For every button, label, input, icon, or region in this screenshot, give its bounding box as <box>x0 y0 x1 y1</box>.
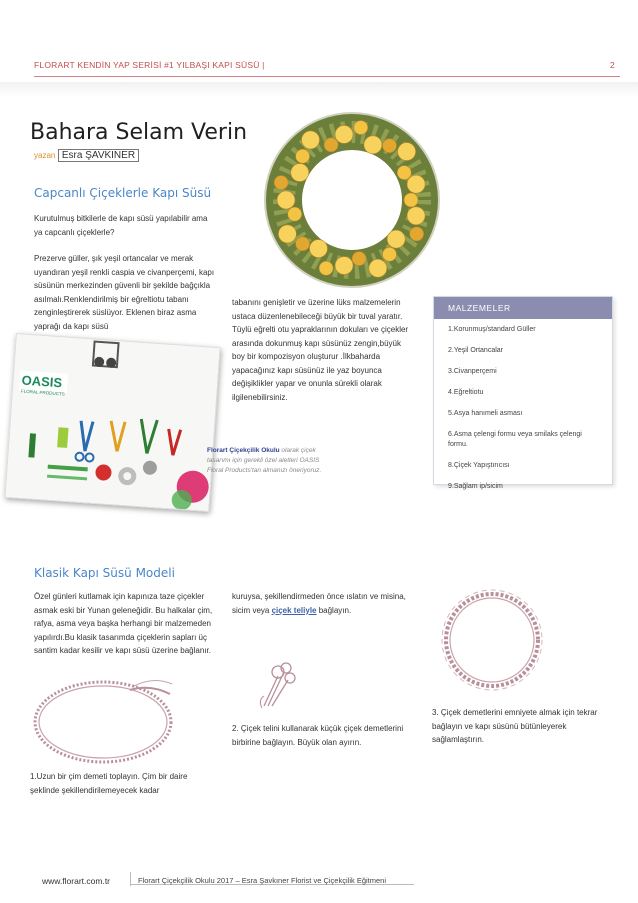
oasis-logo-sub: FLORAL PRODUCTS <box>20 388 65 397</box>
header-shadow <box>0 82 638 98</box>
footer-text: Florart Çiçekçilik Okulu 2017 – Esra Şavkıner Florist ve Çiçekçilik Eğitmeni <box>138 876 386 885</box>
step2-text: 2. Çiçek telini kullanarak küçük çiçek demetlerini birbirine bağlayın. Büyük olan ayırın. <box>232 724 404 747</box>
mid-text-after: bağlayın. <box>316 605 352 615</box>
materials-heading: MALZEMELER <box>434 297 612 319</box>
header-divider <box>34 76 620 77</box>
author-prefix: yazan <box>34 151 56 160</box>
materials-item: 2.Yeşil Ortancalar <box>448 347 503 354</box>
materials-item: 1.Korunmuş/standard Güller <box>448 326 536 333</box>
page-number: 2 <box>610 60 615 70</box>
wreath-flower <box>324 138 338 152</box>
wreath-flower <box>369 259 387 277</box>
section1-col2 <box>232 296 410 404</box>
finished-wreath-illustration <box>436 584 548 696</box>
wreath-flower <box>404 193 418 207</box>
section1-heading: Capcanlı Çiçeklerle Kapı Süsü <box>34 186 212 200</box>
wreath-flower <box>398 143 416 161</box>
flower-bunch-illustration <box>250 656 300 712</box>
wreath-flower <box>387 230 405 248</box>
wreath-flower <box>302 131 320 149</box>
wreath-flower <box>291 164 309 182</box>
grass-bundle-illustration <box>30 672 176 768</box>
wreath-flower <box>397 166 411 180</box>
series-title: FLORART KENDİN YAP SERİSİ #1 YILBAŞI KAPI SÜSÜ | <box>34 60 265 70</box>
wreath-flower <box>352 252 366 266</box>
wreath-flower <box>382 247 396 261</box>
wreath-flower <box>309 240 327 258</box>
oasis-logo: OASIS <box>21 372 63 391</box>
section1-intro: Kurutulmuş bitkilerle de kapı süsü yapılabilir ama ya capcanlı çiçeklerle? <box>34 214 208 237</box>
section1-col2-lead: tabanını genişletir ve üzerine lüks malzemelerin ustaca düzenlenebileceği <box>232 298 401 321</box>
wreath-flower <box>407 175 425 193</box>
author-name: Esra ŞAVKINER <box>58 149 139 162</box>
step1-text: 1.Uzun bir çim demeti toplayın. Çim bir daire şeklinde şekillendirilemeyecek kadar <box>30 772 188 795</box>
wreath-flower <box>278 225 296 243</box>
wreath-flower <box>296 149 310 163</box>
materials-item: 3.Civanperçemi <box>448 368 497 375</box>
wreath-flower <box>288 207 302 221</box>
tools-recommendation <box>207 446 331 476</box>
section2-mid-text <box>232 590 412 617</box>
quote-text: olarak çiçek tasarımı için gerekli özel aletleri OASIS Floral Products'tan almanızı öneriyoruz. <box>207 447 322 474</box>
wreath-flower <box>335 125 353 143</box>
wreath-flower <box>274 176 288 190</box>
materials-item: 9.Sağlam ip/sicim <box>448 483 503 490</box>
section2-intro: Özel günleri kutlamak için kapınıza taze çiçekler asmak eski bir Yunan geleneğidir. Bu halkalar çim, rafya, asma veya başka herhangi bir malzemeden yapılırdı.Bu klasik tasarımda çiçeklerin sapları üç santim kadar kesilir ve kapı süsü üzerine bağlanır. <box>34 592 213 655</box>
footer-url[interactable]: www.florart.com.tr <box>42 876 111 886</box>
materials-item: 5.Asya hanımeli asması <box>448 410 523 417</box>
oasis-tools-photo <box>4 333 220 512</box>
materials-list <box>434 319 612 492</box>
wreath-flower <box>354 121 368 135</box>
section1-col2-body: büyük bir tuval yaratır. Tüylü eğrelti otu yapraklarının dokuları ve çiçekler arasında dokunmuş kapı süsünüz zengin,büyük boy bir kompozisyon oluşturur .İlkbaharda yapacağınız kapı süsünüz ile yaz boyunca değişiklikler yapar ve onunla sürekli olarak ilgilenebilirsiniz. <box>232 311 409 402</box>
quote-brand: Florart Çiçekçilik Okulu <box>207 447 280 454</box>
article-title: Bahara Selam Verin <box>30 120 248 145</box>
section1-paragraph: Prezerve güller, şık yeşil ortancalar ve merak uyandıran yeşil renkli caspia ve civanperçemi, kapı süsünün merkezinden güvenli bir şekilde bağçıkla asılmalı.Renklendirilmiş bir eğreltiotu tabanı zenginleştirerek süslüyor. Eklenen biraz asma yaprağı da kapı süsü <box>34 254 215 331</box>
wreath-flower <box>410 227 424 241</box>
materials-box <box>433 296 613 490</box>
step3-text: 3. Çiçek demetlerini emniyete almak için tekrar bağlayın ve kapı süsünü bütünleyerek sağlamlaştırın. <box>432 708 598 744</box>
wreath-flower <box>364 136 382 154</box>
materials-item: 4.Eğreltiotu <box>448 389 484 396</box>
materials-item: 8.Çiçek Yapıştırıcısı <box>448 462 510 469</box>
materials-item: 6.Asma çelengi formu veya smilaks çelengi formu. <box>448 431 582 448</box>
section2-heading: Klasik Kapı Süsü Modeli <box>34 566 175 580</box>
wreath-flower <box>335 257 353 275</box>
wreath-flower <box>382 139 396 153</box>
mid-text-before: kuruysa, şekillendirmeden önce ıslatın ve misina, sicim veya <box>232 592 406 615</box>
flower-wire-link[interactable]: çiçek teliyle <box>271 605 317 615</box>
wreath-flower <box>277 191 295 209</box>
wreath-flower <box>407 207 425 225</box>
wreath-flower <box>319 261 333 275</box>
wreath-flower <box>296 237 310 251</box>
byline <box>34 150 139 161</box>
spring-wreath-photo <box>254 105 450 295</box>
